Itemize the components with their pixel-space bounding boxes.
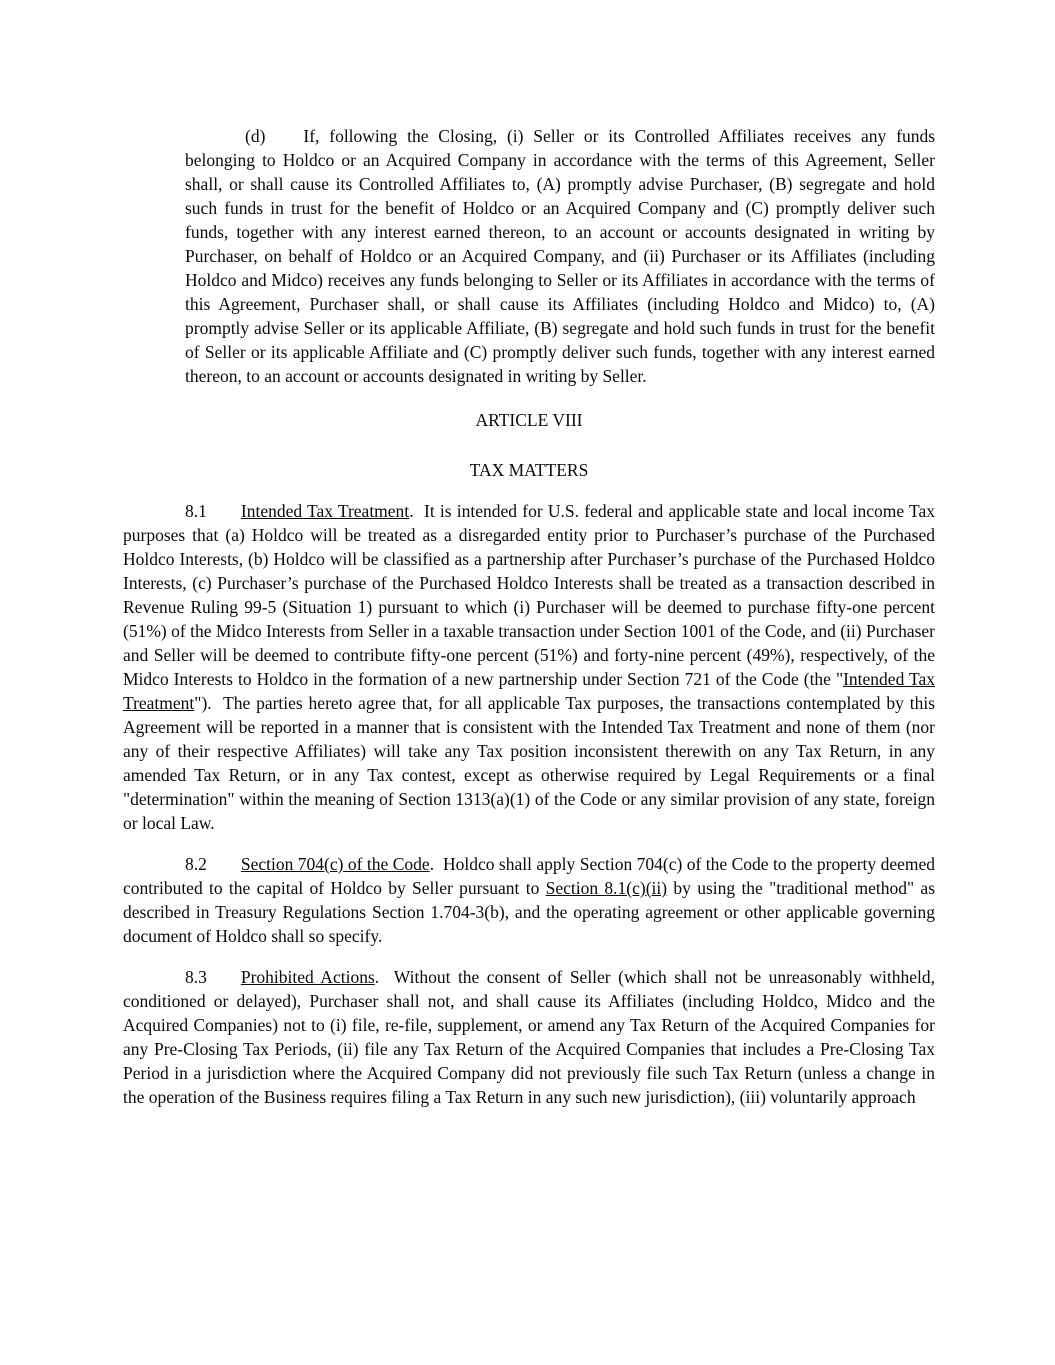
section-8-1-number: 8.1 [185,501,207,521]
section-8-3 [123,965,935,1109]
section-8-3-number: 8.3 [185,967,207,987]
paragraph-d-label: (d) [245,126,266,146]
section-8-1-body-2: "). The parties hereto agree that, for all applicable Tax purposes, the transactions contemplated by this Agreement will be reported in a manner that is consistent with the Intended Tax Treatment and none of them (nor any of their respective Affiliates) will take any Tax position inconsistent therewith on any Tax Return, in any amended Tax Return, or in any Tax contest, except as otherwise required by Legal Requirements or a final "determination" within the meaning of Section 1313(a)(1) of the Code or any similar provision of any state, foreign or local Law. [123,693,935,833]
article-heading: ARTICLE VIII [475,410,583,430]
section-8-1 [123,499,935,835]
article-subheading: TAX MATTERS [469,460,589,480]
section-8-3-body: . Without the consent of Seller (which shall not be unreasonably withheld, conditioned or delayed), Purchaser shall not, and shall cause its Affiliates (including Holdco, Midco and the Acquired Companies) not to (i) file, re-file, supplement, or amend any Tax Return of the Acquired Companies for any Pre-Closing Tax Periods, (ii) file any Tax Return of the Acquired Companies that includes a Pre-Closing Tax Period in a jurisdiction where the Acquired Company did not previously file such Tax Return (unless a change in the operation of the Business requires filing a Tax Return in any such new jurisdiction), (iii) voluntarily approach [123,967,936,1107]
section-8-2-body-1: . Holdco shall apply Section 704(c) of the Code to the property deemed contributed to the capital of Holdco by Seller pursuant to [123,854,936,898]
section-8-1-defined-term: Intended Tax Treatment [123,669,935,713]
section-8-1-body-1: . It is intended for U.S. federal and applicable state and local income Tax purposes that (a) Holdco will be treated as a disregarded entity prior to Purchaser’s purchase of the Purchased Holdco Interests, (b) Holdco will be classified as a partnership after Purchaser’s purchase of the Purchased Holdco Interests, (c) Purchaser’s purchase of the Purchased Holdco Interests shall be treated as a transaction described in Revenue Ruling 99-5 (Situation 1) pursuant to which (i) Purchaser will be deemed to purchase fifty-one percent (51%) of the Midco Interests from Seller in a taxable transaction under Section 1001 of the Code, and (ii) Purchaser and Seller will be deemed to contribute fifty-one percent (51%) and forty-nine percent (49%), respectively, of the Midco Interests to Holdco in the formation of a new partnership under Section 721 of the Code (the " [123,501,935,689]
section-8-2-title: Section 704(c) of the Code [240,854,430,874]
paragraph-d [123,124,935,388]
paragraph-d-text: If, following the Closing, (i) Seller or its Controlled Affiliates receives any funds belonging to Holdco or an Acquired Company in accordance with the terms of this Agreement, Seller shall, or shall cause its Controlled Affiliates to, (A) promptly advise Purchaser, (B) segregate and hold such funds in trust for the benefit of Holdco or an Acquired Company and (C) promptly deliver such funds, together with any interest earned thereon, to an account or accounts designated in writing by Purchaser, on behalf of Holdco or an Acquired Company, and (ii) Purchaser or its Affiliates (including Holdco and Midco) receives any funds belonging to Seller or its Affiliates in accordance with the terms of this Agreement, Purchaser shall, or shall cause its Affiliates (including Holdco and Midco) to, (A) promptly advise Seller or its applicable Affiliate, (B) segregate and hold such funds in trust for the benefit of Seller or its applicable Affiliate and (C) promptly deliver such funds, together with any interest earned thereon, to an account or accounts designated in writing by Seller. [185,126,935,386]
section-8-2 [123,852,935,948]
section-8-2-body-2: by using the "traditional method" as described in Treasury Regulations Section 1.704-3(b), and the operating agreement or other applicable governing document of Holdco shall so specify. [123,878,936,946]
section-8-2-number: 8.2 [185,854,207,874]
section-8-2-cross-reference: Section 8.1(c)(ii) [545,878,668,898]
section-8-1-title: Intended Tax Treatment [240,501,410,521]
section-8-3-title: Prohibited Actions [240,967,375,987]
